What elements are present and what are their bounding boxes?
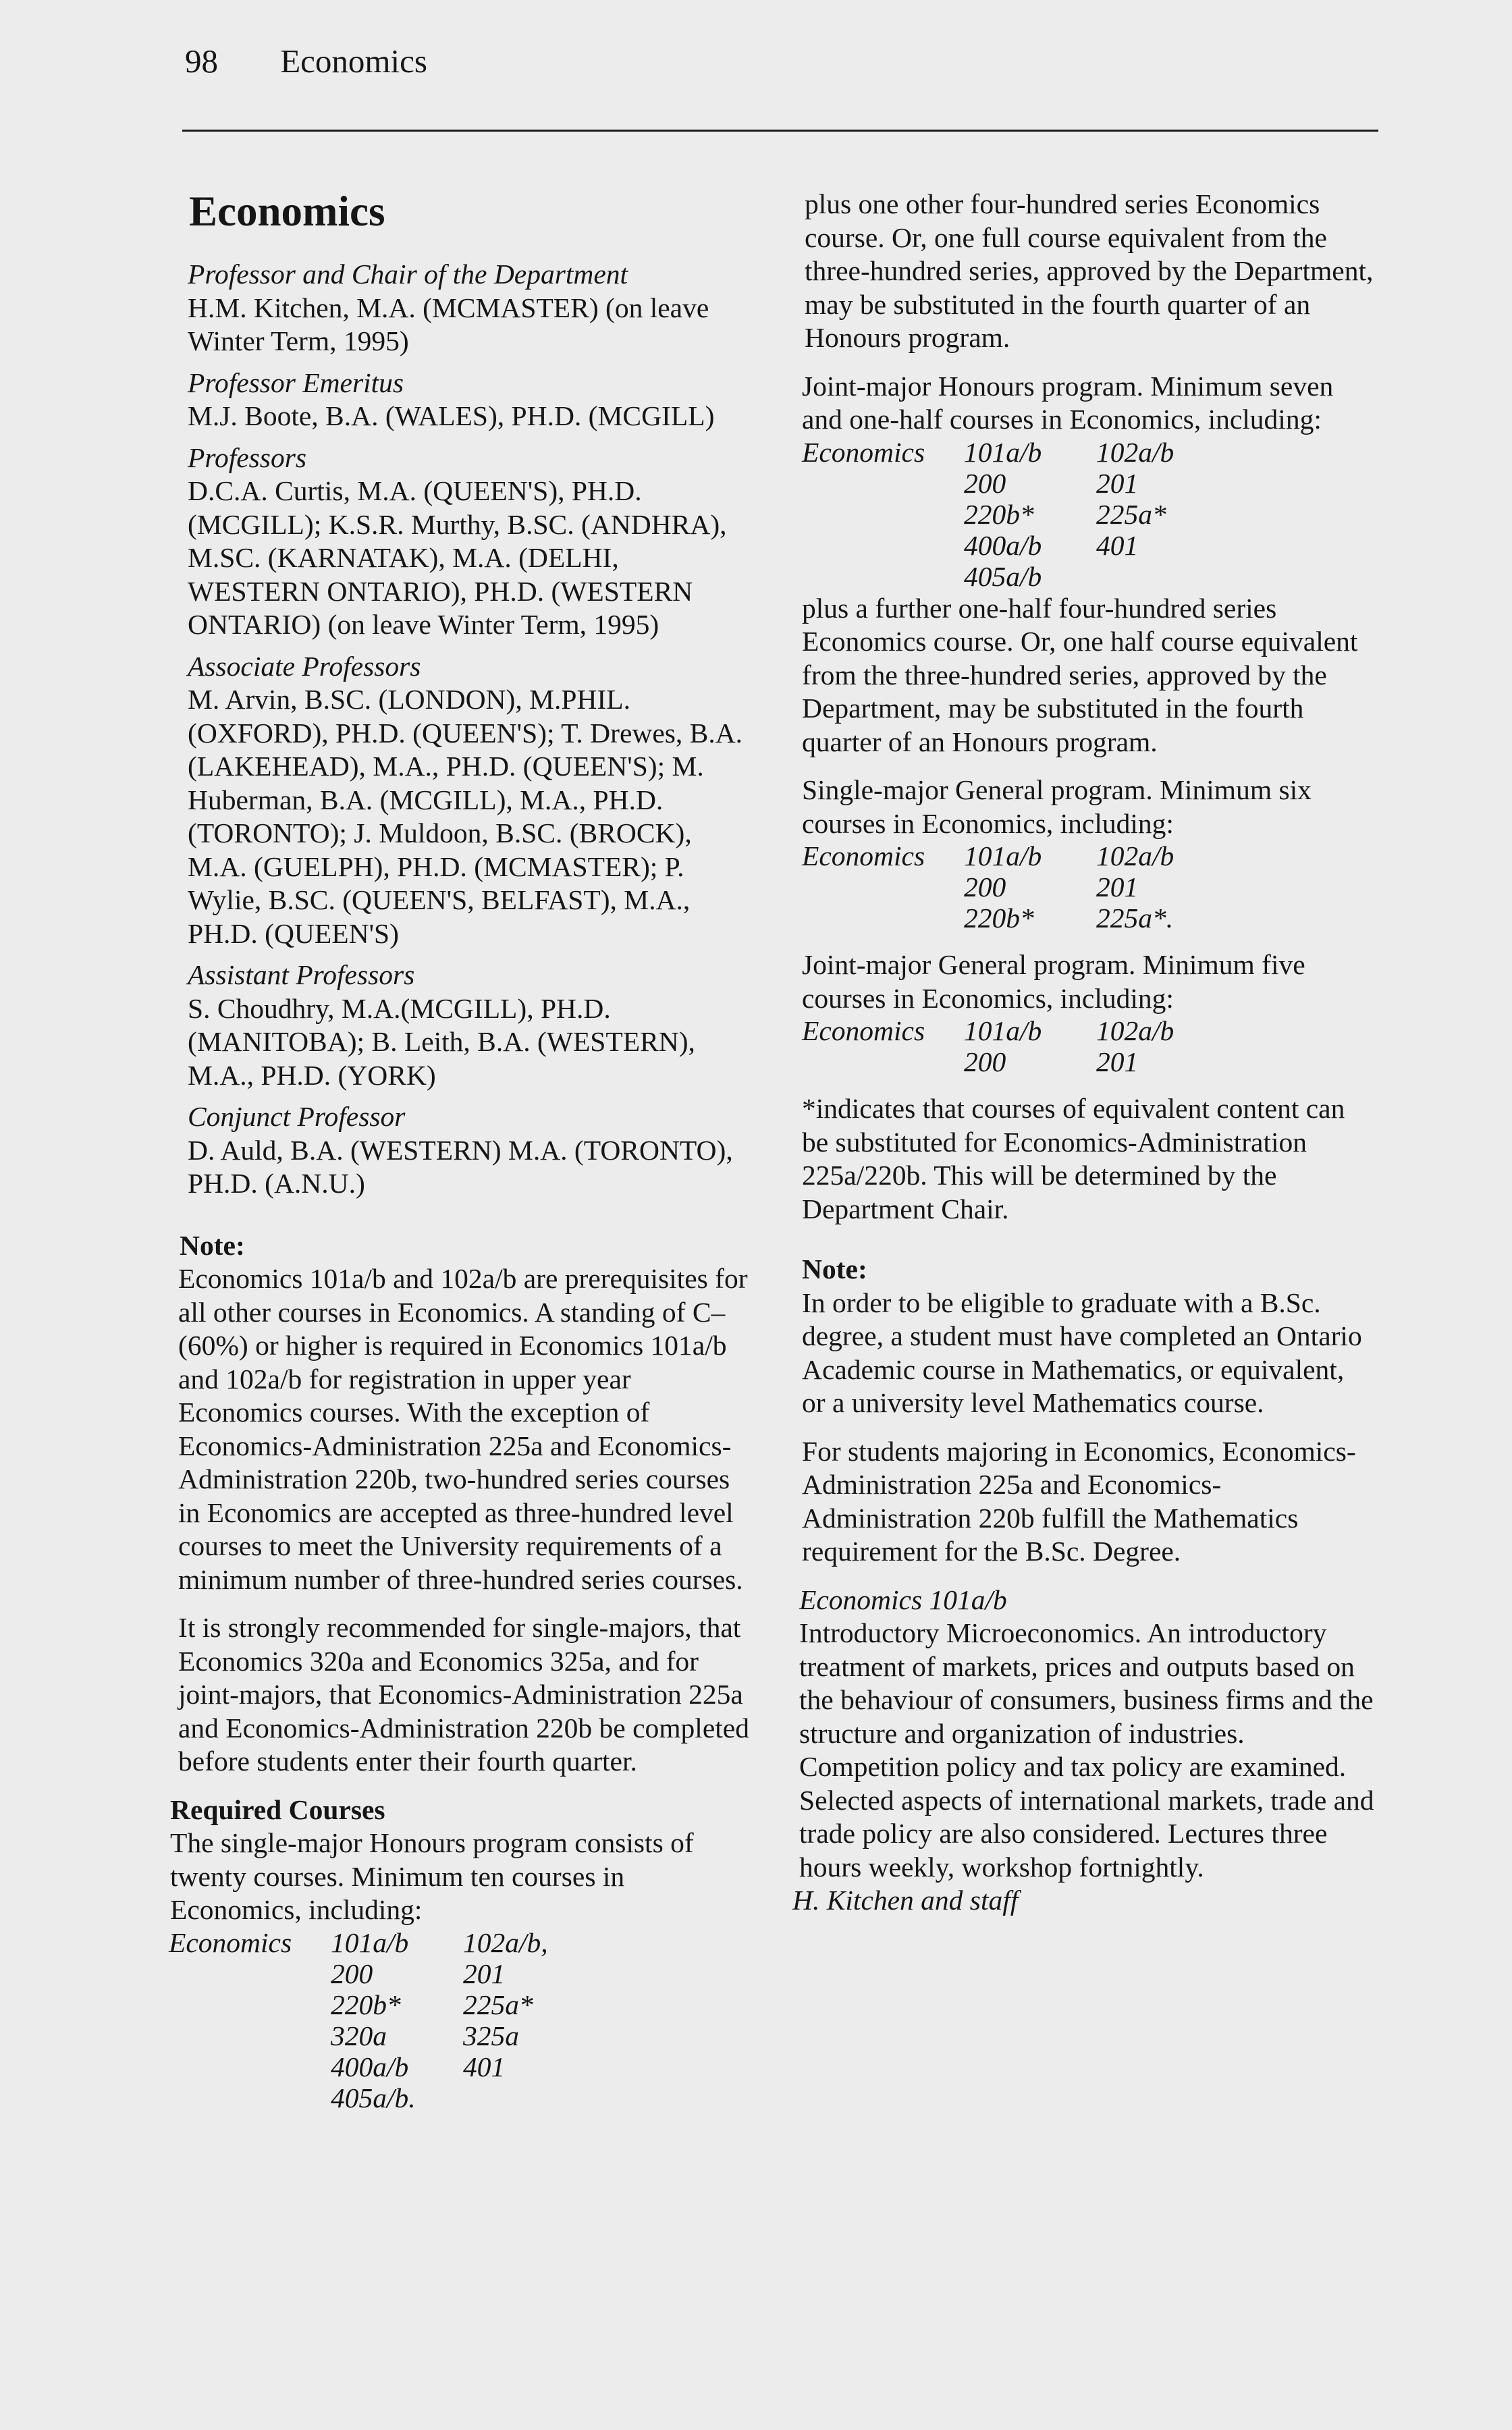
faculty-rank: Assistant Professors (188, 959, 415, 990)
course-name: Economics 101a/b (799, 1584, 1007, 1615)
prerequisite-note: Economics 101a/b and 102a/b are prerequisites for all other courses in Economics. A standing of C– (60%) or higher is required in Economics 101a/b and 102a/b for registration in upper year Economics courses. With the exception of Economics-Administration 225a and Economics-Administration 220b, two-hundred series courses in Economics are accepted as three-hundred level courses to meet the University requirements of a minimum number of three-hundred series courses. (178, 1263, 748, 1595)
note-heading: Note: (180, 1229, 245, 1261)
faculty-entry (169, 258, 756, 358)
course-subject: Economics (802, 840, 925, 871)
joint-honours-course-list (802, 437, 1374, 592)
course-subject: Economics (169, 1926, 292, 1958)
faculty-rank: Professor and Chair of the Department (188, 259, 628, 290)
course-code: 220b* (964, 498, 1034, 530)
course-code: 201 (1096, 1046, 1139, 1077)
course-code: 102a/b (1096, 840, 1174, 871)
right-column (792, 188, 1374, 1918)
course-code: 102a/b (1096, 1015, 1174, 1046)
course-code: 101a/b (964, 1015, 1042, 1046)
majors-note: For students majoring in Economics, Economics-Administration 225a and Economics-Administration 220b fulfill the Mathematics requirement for the B.Sc. Degree. (802, 1435, 1356, 1567)
faculty-members: M. Arvin, B.SC. (LONDON), M.PHIL. (OXFORD), PH.D. (QUEEN'S); T. Drewes, B.A. (LAKEHEAD), M.A., PH.D. (QUEEN'S); M. Huberman, B.A. (MCGILL), M.A., PH.D. (TORONTO); J. Muldoon, B.SC. (BROCK), M.A. (GUELPH), PH.D. (MCMASTER); P. Wylie, B.SC. (QUEEN'S, BELFAST), M.A., PH.D. (QUEEN'S) (188, 684, 743, 949)
course-code: 405a/b. (331, 2082, 416, 2113)
single-general-intro: Single-major General program. Minimum six courses in Economics, including: (802, 774, 1312, 839)
course-code: 101a/b (331, 1926, 409, 1958)
faculty-entry (169, 367, 756, 433)
faculty-entry (169, 959, 756, 1092)
course-code: 400a/b (964, 529, 1042, 561)
bsc-note: In order to be eligible to graduate with a B.Sc. degree, a student must have completed an Ontario Academic course in Mathematics, or equivalent, or a university level Mathematics course. (802, 1287, 1362, 1418)
faculty-members: H.M. Kitchen, M.A. (MCMASTER) (on leave Winter Term, 1995) (188, 292, 709, 356)
faculty-rank: Professor Emeritus (188, 367, 404, 398)
joint-honours-intro: Joint-major Honours program. Minimum seven and one-half courses in Economics, including: (802, 370, 1334, 435)
faculty-rank: Conjunct Professor (188, 1101, 406, 1132)
course-code: 401 (1096, 529, 1139, 561)
faculty-members: M.J. Boote, B.A. (WALES), PH.D. (MCGILL) (188, 400, 715, 431)
faculty-entry (169, 650, 756, 951)
faculty-rank: Associate Professors (188, 650, 421, 682)
course-code: 400a/b (331, 2051, 409, 2082)
recommendation-note: It is strongly recommended for single-majors, that Economics 320a and Economics 325a, and for joint-majors, that Economics-Administration 225a and Economics-Administration 220b be completed before students enter their fourth quarter. (178, 1612, 749, 1777)
course-code: 101a/b (964, 436, 1042, 468)
faculty-members: D.C.A. Curtis, M.A. (QUEEN'S), PH.D. (MCGILL); K.S.R. Murthy, B.SC. (ANDHRA), M.SC. (KARNATAK), M.A. (DELHI, WESTERN ONTARIO), PH.D. (WESTERN ONTARIO) (on leave Winter Term, 1995) (188, 475, 727, 640)
header-rule (182, 130, 1378, 132)
single-general-course-list (802, 840, 1374, 934)
course-code: 325a (463, 2020, 519, 2051)
joint-general-course-list (802, 1015, 1374, 1077)
course-code: 200 (964, 1046, 1006, 1077)
single-general-block (802, 774, 1374, 934)
faculty-rank: Professors (188, 441, 307, 473)
joint-general-block (802, 948, 1374, 1077)
honours-intro: The single-major Honours program consists of twenty courses. Minimum ten courses in Economics, including: (170, 1827, 694, 1925)
course-code: 405a/b (964, 560, 1042, 592)
running-head (185, 42, 427, 80)
required-courses-heading: Required Courses (170, 1793, 385, 1825)
left-column (169, 188, 756, 2113)
page-number: 98 (185, 43, 218, 80)
course-code: 201 (1096, 871, 1139, 902)
course-code: 102a/b (1096, 436, 1174, 468)
course-code: 200 (331, 1958, 373, 1989)
running-title: Economics (280, 43, 427, 80)
section-title: Economics (189, 188, 385, 235)
course-code: 201 (463, 1958, 506, 1989)
course-instructor: H. Kitchen and staff (792, 1885, 1019, 1916)
faculty-members: D. Auld, B.A. (WESTERN) M.A. (TORONTO), PH.D. (A.N.U.) (188, 1134, 733, 1199)
course-description: Introductory Microeconomics. An introductory treatment of markets, prices and outputs based on the behaviour of consumers, business firms and the structure and organization of industries. Competition policy and tax policy are examined. Selected aspects of international markets, trade and trade policy are also considered. Lectures three hours weekly, workshop fortnightly. (799, 1617, 1374, 1883)
joint-honours-continuation: plus a further one-half four-hundred series Economics course. Or, one half course equivalent from the three-hundred series, approved by the Department, may be substituted in the fourth quarter of an Honours program. (802, 592, 1358, 757)
course-code: 320a (331, 2020, 387, 2051)
course-code: 101a/b (964, 840, 1042, 871)
joint-general-intro: Joint-major General program. Minimum five courses in Economics, including: (802, 949, 1305, 1014)
course-code: 401 (463, 2051, 506, 2082)
course-code: 200 (964, 871, 1006, 902)
course-subject: Economics (802, 1015, 925, 1046)
faculty-members: S. Choudhry, M.A.(MCGILL), PH.D. (MANITOBA); B. Leith, B.A. (WESTERN), M.A., PH.D. (YORK) (188, 992, 695, 1091)
honours-continuation: plus one other four-hundred series Economics course. Or, one full course equivalent from the three-hundred series, approved by the Department, may be substituted in the fourth quarter of an Honours program. (805, 188, 1374, 353)
course-code: 225a*. (1096, 902, 1174, 934)
joint-honours-block (802, 370, 1374, 759)
course-code: 220b* (331, 1989, 401, 2020)
course-code: 225a* (463, 1989, 533, 2020)
honours-course-list (169, 1927, 756, 2113)
course-code: 225a* (1096, 498, 1166, 530)
course-code: 220b* (964, 902, 1034, 934)
course-code: 200 (964, 467, 1006, 499)
faculty-entry (169, 1100, 756, 1201)
course-code: 102a/b, (463, 1926, 548, 1958)
asterisk-note: *indicates that courses of equivalent content can be substituted for Economics-Administration 225a/220b. This will be determined by the Department Chair. (802, 1093, 1345, 1224)
faculty-entry (169, 441, 756, 642)
course-code: 201 (1096, 467, 1139, 499)
note-heading: Note: (802, 1253, 867, 1285)
course-subject: Economics (802, 436, 925, 468)
